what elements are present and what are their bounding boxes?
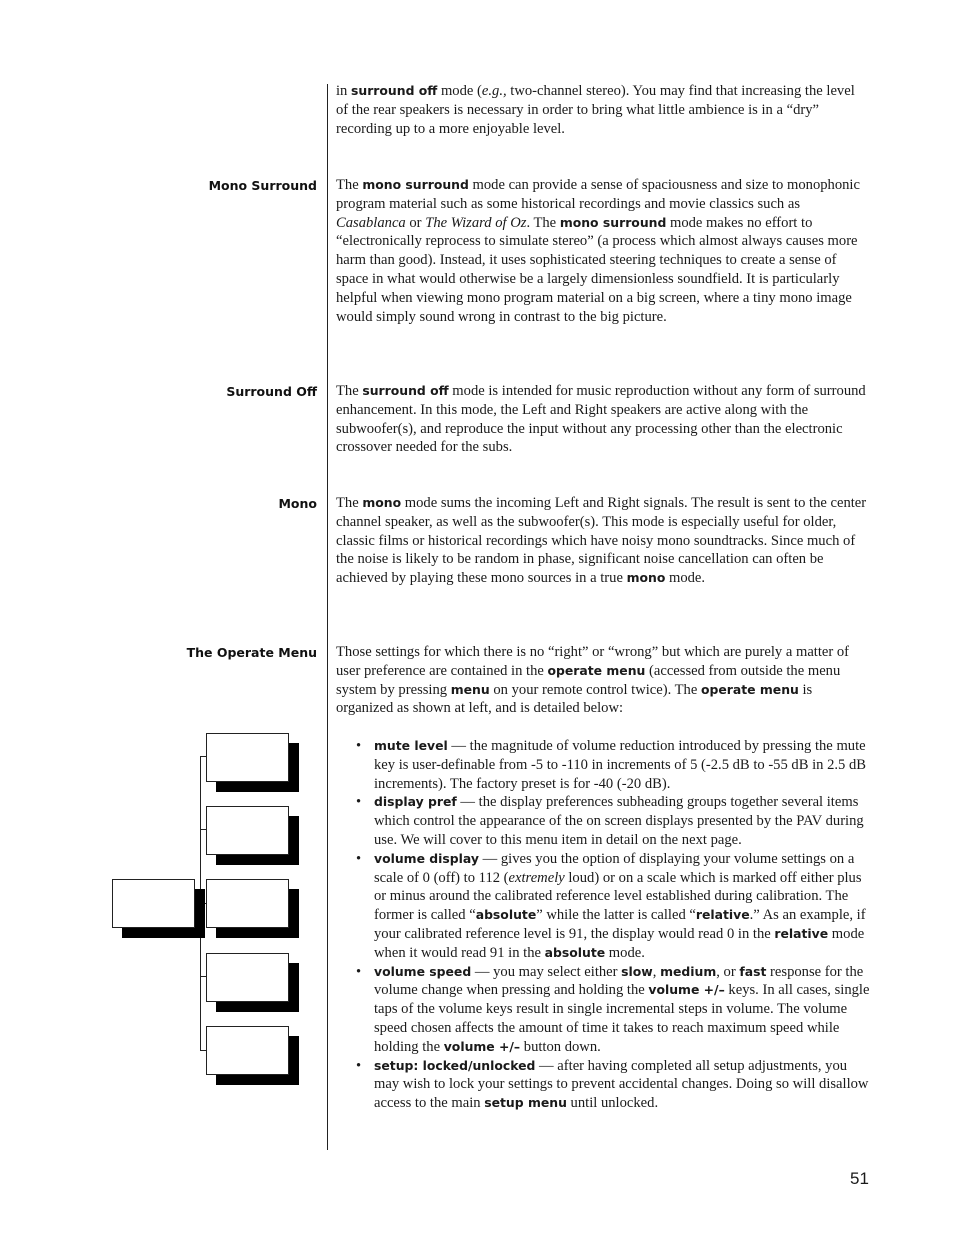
text-run: in [336, 83, 351, 99]
text-run: — the magnitude of volume reduction introduced by pressing the mute key is user-definable from -5 to -110 in increments of 5 (-2.5 dB to -55 dB in 2.5 dB increments). The factory preset is for -40 (-20 dB). [374, 738, 867, 792]
bold-term: volume speed [374, 963, 472, 979]
operate-menu-list [336, 737, 870, 1113]
italic-text: The Wizard of Oz [425, 214, 527, 231]
tree-branch-line [194, 903, 206, 904]
tree-trunk-line [200, 756, 201, 1051]
bold-term: surround off [362, 383, 449, 398]
text-run: — gives you the option of displaying your volume settings on a scale of 0 (off) to 112 ( [374, 850, 855, 886]
heading-mono-surround: Mono Surround [208, 178, 317, 193]
bold-term: volume +/– [648, 982, 725, 998]
text-run: mode can provide a sense of spaciousness and size to monophonic program material such as some historical recordings and movie classics such as [336, 177, 860, 212]
italic-text: Casablanca [336, 214, 406, 231]
section-operate-menu [336, 643, 870, 718]
bold-term: mono surround [559, 214, 667, 230]
text-run: The [336, 177, 363, 193]
page-number: 51 [850, 1169, 869, 1188]
text-run: — after having completed all setup adjustments, you may wish to lock your settings to prevent accidental changes. Doing so will disallow access to the main [374, 1057, 869, 1112]
text-run: on your remote control twice). The [489, 681, 701, 698]
intro-paragraph [336, 82, 870, 138]
operate-menu-root-box [112, 879, 195, 928]
menu-item-box [206, 733, 289, 782]
heading-surround-off: Surround Off [226, 384, 317, 399]
bold-term: medium [660, 963, 717, 979]
text-run: mode makes no effort to “electronically reprocess to simulate stereo” (a process which almost always causes more harm than good). Instead, it uses sophisticated steering techniques to create a sense of space in what would otherwise be a largely dimensionless soundfield. It is particularly helpful when viewing mono program material on a big screen, where a tiny mono image would simply sound wrong in contrast to the big picture. [336, 214, 858, 325]
section-mono [336, 494, 870, 588]
bold-term: absolute [544, 944, 606, 960]
mono-text [336, 494, 870, 588]
bold-term: mute level [374, 738, 448, 753]
text-run: mode when it would read 91 in the [374, 925, 865, 961]
text-run: Those settings for which there is no “right” or “wrong” but which are purely a matter of user preference are contained in the [336, 644, 850, 679]
bold-term: mono surround [362, 177, 469, 192]
italic-text: e.g., [481, 83, 507, 99]
bold-term: relative [695, 907, 750, 923]
bold-term: volume display [374, 850, 479, 866]
text-run: mode. [605, 944, 645, 961]
text-run: until unlocked. [566, 1095, 659, 1112]
text-run: or [405, 214, 426, 231]
text-run: .” As an example, if your calibrated reference level is 91, the display would read 0 in the [374, 907, 866, 942]
bold-term: mono [362, 495, 402, 510]
text-run: — the display preferences subheading groups together several items which control the appearance of the on screen displays presented by the PAV during use. We will cover to this menu item in detail on the next page. [374, 794, 864, 848]
bold-term: menu [450, 681, 490, 697]
bold-term: relative [774, 925, 829, 941]
text-run: The [336, 495, 363, 511]
heading-operate-menu: The Operate Menu [186, 645, 317, 660]
text-run: , or [716, 963, 740, 980]
bold-term: fast [739, 963, 767, 979]
tree-branch-line [200, 829, 206, 830]
text-run: mode sums the incoming Left and Right signals. The result is sent to the center channel speaker, as well as the subwoofer(s). This mode is especially useful for older, classic films or historical recordings which have noisy mono soundtracks. Since much of the noise is likely to be random in phase, significant noise cancellation can often be achieved by playing these mono sources in a true [336, 495, 867, 587]
bullet-setup-lock [336, 1057, 870, 1113]
bold-term: slow [621, 963, 653, 979]
section-mono-surround [336, 176, 870, 326]
text-run: mode is intended for music reproduction without any form of surround enhancement. In this mode, the Left and Right speakers are active along with the subwoofer(s), and reproduce the input without any processing other than the electronic crossover needed for the subs. [336, 383, 866, 456]
bold-term: setup: locked/unlocked [374, 1057, 536, 1073]
section-surround-off [336, 382, 870, 457]
bold-term: operate menu [547, 662, 646, 678]
italic-text: extremely [508, 869, 565, 886]
tree-branch-line [200, 976, 206, 977]
vertical-rule [327, 84, 328, 1150]
menu-item-box [206, 953, 289, 1002]
text-run: . The [526, 214, 560, 231]
bold-term: absolute [475, 907, 537, 923]
bullet-volume-speed [336, 963, 870, 1057]
text-run: response for the volume change when pressing and holding the [374, 963, 864, 999]
menu-item-box [206, 806, 289, 855]
text-run: is organized as shown at left, and is detailed below: [336, 681, 813, 717]
bold-term: display pref [374, 794, 457, 810]
text-run: button down. [520, 1038, 601, 1055]
bullet-display-pref [336, 793, 870, 849]
tree-branch-line [200, 756, 206, 757]
tree-branch-line [200, 1050, 206, 1051]
menu-item-box [206, 879, 289, 928]
bullet-mute-level [336, 737, 870, 793]
text-run: The [336, 383, 363, 399]
surround-off-text [336, 382, 870, 457]
text-run: ” while the latter is called “ [536, 907, 696, 924]
bold-term: volume +/– [443, 1038, 521, 1054]
text-run: two-channel stereo). You may find that increasing the level of the rear speakers is necessary in order to bring what little ambience is in a “dry” recording up to a more enjoyable level. [336, 83, 855, 137]
text-run: , [652, 963, 661, 980]
text-run: loud) or on a scale which is marked off either plus or minus around the calibrated reference level established during calibration. The former is called “ [374, 869, 862, 924]
operate-menu-text [336, 643, 870, 718]
intro-text [336, 82, 870, 138]
text-run: mode. [665, 570, 706, 587]
bold-term: operate menu [700, 681, 799, 697]
mono-surround-text [336, 176, 870, 326]
bold-term: surround off [351, 83, 438, 98]
text-run: (accessed from outside the menu system by pressing [336, 662, 841, 698]
bold-term: setup menu [484, 1095, 567, 1111]
bullet-volume-display [336, 850, 870, 963]
heading-mono: Mono [278, 496, 317, 511]
text-run: — you may select either [471, 963, 622, 980]
menu-item-box [206, 1026, 289, 1075]
bold-term: mono [626, 570, 666, 586]
text-run: mode ( [437, 83, 482, 99]
text-run: keys. In all cases, single taps of the volume keys result in single incremental steps in volume. The volume speed chosen affects the amount of time it takes to reach maximum speed while holding the [374, 982, 870, 1055]
